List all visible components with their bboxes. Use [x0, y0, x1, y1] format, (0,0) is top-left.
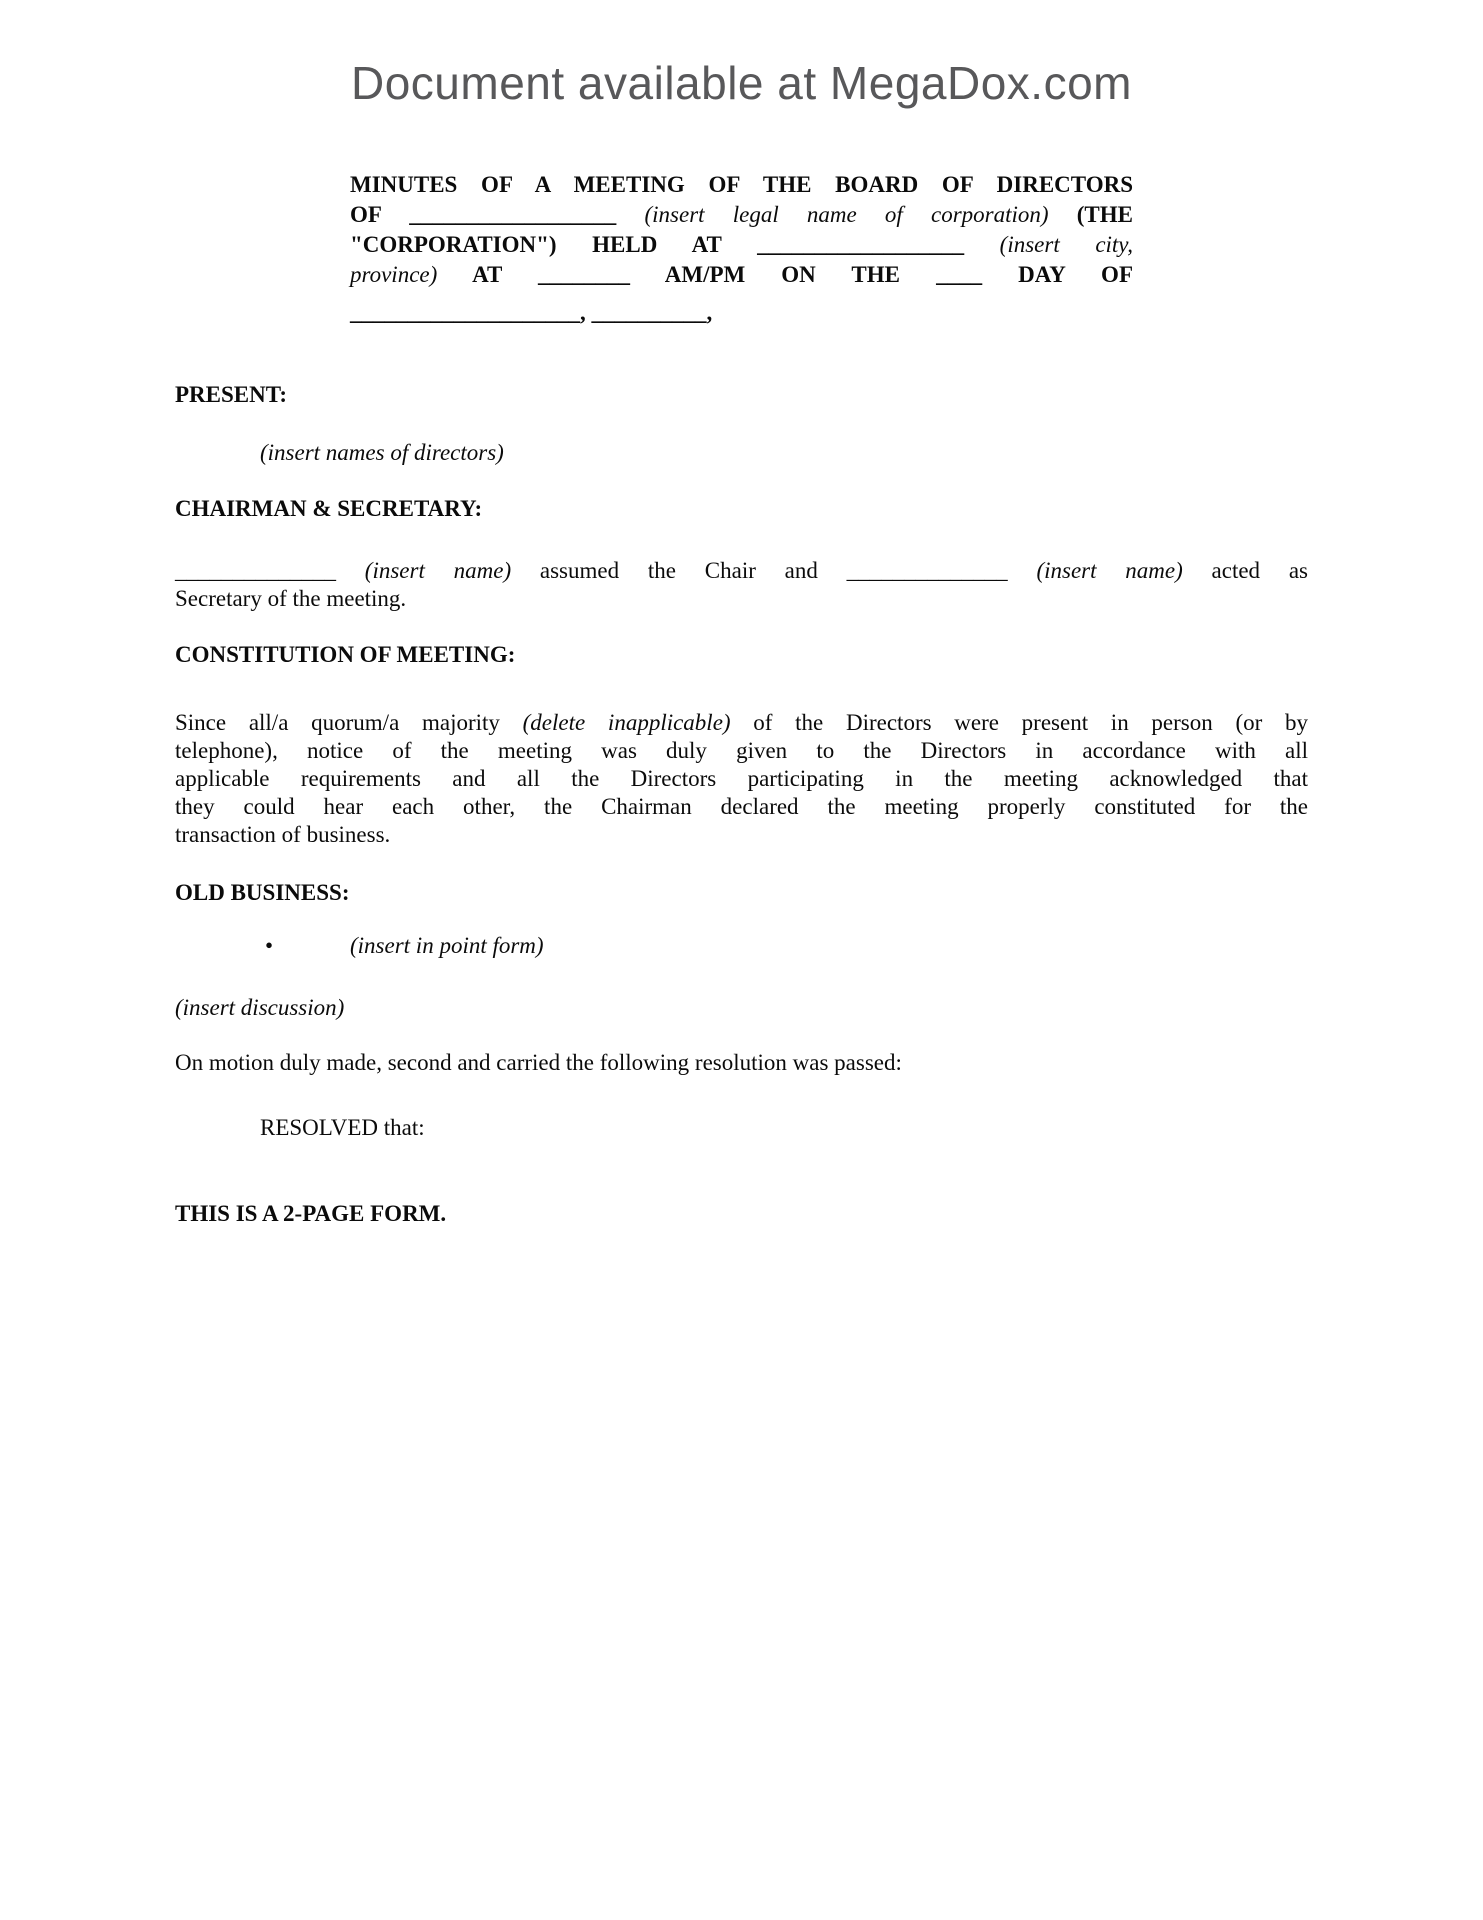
text-segment: (THE [1048, 202, 1134, 227]
text-segment: RESOLVED that: [260, 1115, 425, 1140]
insert-discussion-line [175, 994, 1308, 1022]
text-segment: they could hear each other, the Chairman declared the meeting properly constituted for the [175, 794, 1308, 819]
text-segment: AT ________ AM/PM ON THE ____ DAY OF [437, 262, 1133, 287]
old-business-bullet [175, 932, 1308, 960]
text-segment: province) [350, 262, 438, 287]
bullet-icon: • [265, 933, 274, 958]
text-segment: (delete inapplicable) [522, 710, 731, 735]
text-segment: (insert name) [1036, 558, 1183, 583]
text-segment: (insert discussion) [175, 995, 345, 1020]
doc-line [350, 230, 1133, 260]
text-segment: (insert legal name of corporation) [644, 202, 1049, 227]
doc-line [350, 260, 1133, 290]
text-segment: On motion duly made, second and carried the following resolution was passed: [175, 1050, 902, 1075]
doc-line [175, 793, 1308, 821]
text-segment: Secretary of the meeting. [175, 586, 407, 611]
text-segment: MINUTES OF A MEETING OF THE BOARD OF DIRECTORS [350, 172, 1133, 197]
heading-present [175, 381, 1308, 409]
two-page-form-note [175, 1200, 1308, 1228]
title-block [350, 170, 1133, 328]
text-segment: acted as [1182, 558, 1308, 583]
doc-line [175, 641, 1308, 669]
heading-chairman-secretary [175, 495, 1308, 523]
text-segment: (insert names of directors) [260, 440, 504, 465]
doc-line [175, 765, 1308, 793]
doc-line [265, 932, 1308, 960]
text-segment: "CORPORATION") HELD AT __________________ [350, 232, 1000, 257]
text-segment: (insert name) [364, 558, 512, 583]
text-segment: (insert city, [999, 232, 1133, 257]
doc-line [350, 170, 1133, 200]
doc-line [175, 879, 1308, 907]
doc-line [260, 1114, 1308, 1142]
doc-line [350, 200, 1133, 230]
doc-line [260, 439, 1308, 467]
text-segment: of the Directors were present in person (or by [730, 710, 1308, 735]
text-segment: (insert in point form) [350, 933, 544, 958]
doc-line [175, 585, 1308, 613]
text-segment: CHAIRMAN & SECRETARY: [175, 496, 483, 521]
chairman-paragraph [175, 557, 1308, 613]
text-segment: applicable requirements and all the Directors participating in the meeting acknowledged that [175, 766, 1308, 791]
doc-line [175, 994, 1308, 1022]
text-segment: THIS IS A 2-PAGE FORM. [175, 1201, 447, 1226]
text-segment: CONSTITUTION OF MEETING: [175, 642, 516, 667]
doc-line [175, 821, 1308, 849]
doc-line [175, 1200, 1308, 1228]
text-segment: telephone), notice of the meeting was duly given to the Directors in accordance with all [175, 738, 1308, 763]
resolved-line [175, 1114, 1308, 1142]
text-segment: Since all/a quorum/a majority [175, 710, 523, 735]
text-segment: ______________ [175, 558, 365, 583]
text-segment: assumed the Chair and ______________ [511, 558, 1037, 583]
document-body [175, 170, 1308, 1228]
on-motion-paragraph [175, 1049, 1308, 1077]
heading-old-business [175, 879, 1308, 907]
doc-line [350, 298, 1133, 328]
text-segment: transaction of business. [175, 822, 391, 847]
text-segment: OF __________________ [350, 202, 645, 227]
doc-line [175, 1049, 1308, 1077]
doc-line [175, 737, 1308, 765]
text-segment: OLD BUSINESS: [175, 880, 350, 905]
insert-names-line [175, 439, 1308, 467]
text-segment: PRESENT: [175, 382, 288, 407]
doc-line [175, 495, 1308, 523]
doc-line [175, 709, 1308, 737]
text-segment: ____________________, __________, [350, 300, 713, 325]
heading-constitution [175, 641, 1308, 669]
constitution-paragraph [175, 709, 1308, 849]
doc-line [175, 381, 1308, 409]
doc-line [175, 557, 1308, 585]
watermark-header: Document available at MegaDox.com [351, 57, 1132, 109]
